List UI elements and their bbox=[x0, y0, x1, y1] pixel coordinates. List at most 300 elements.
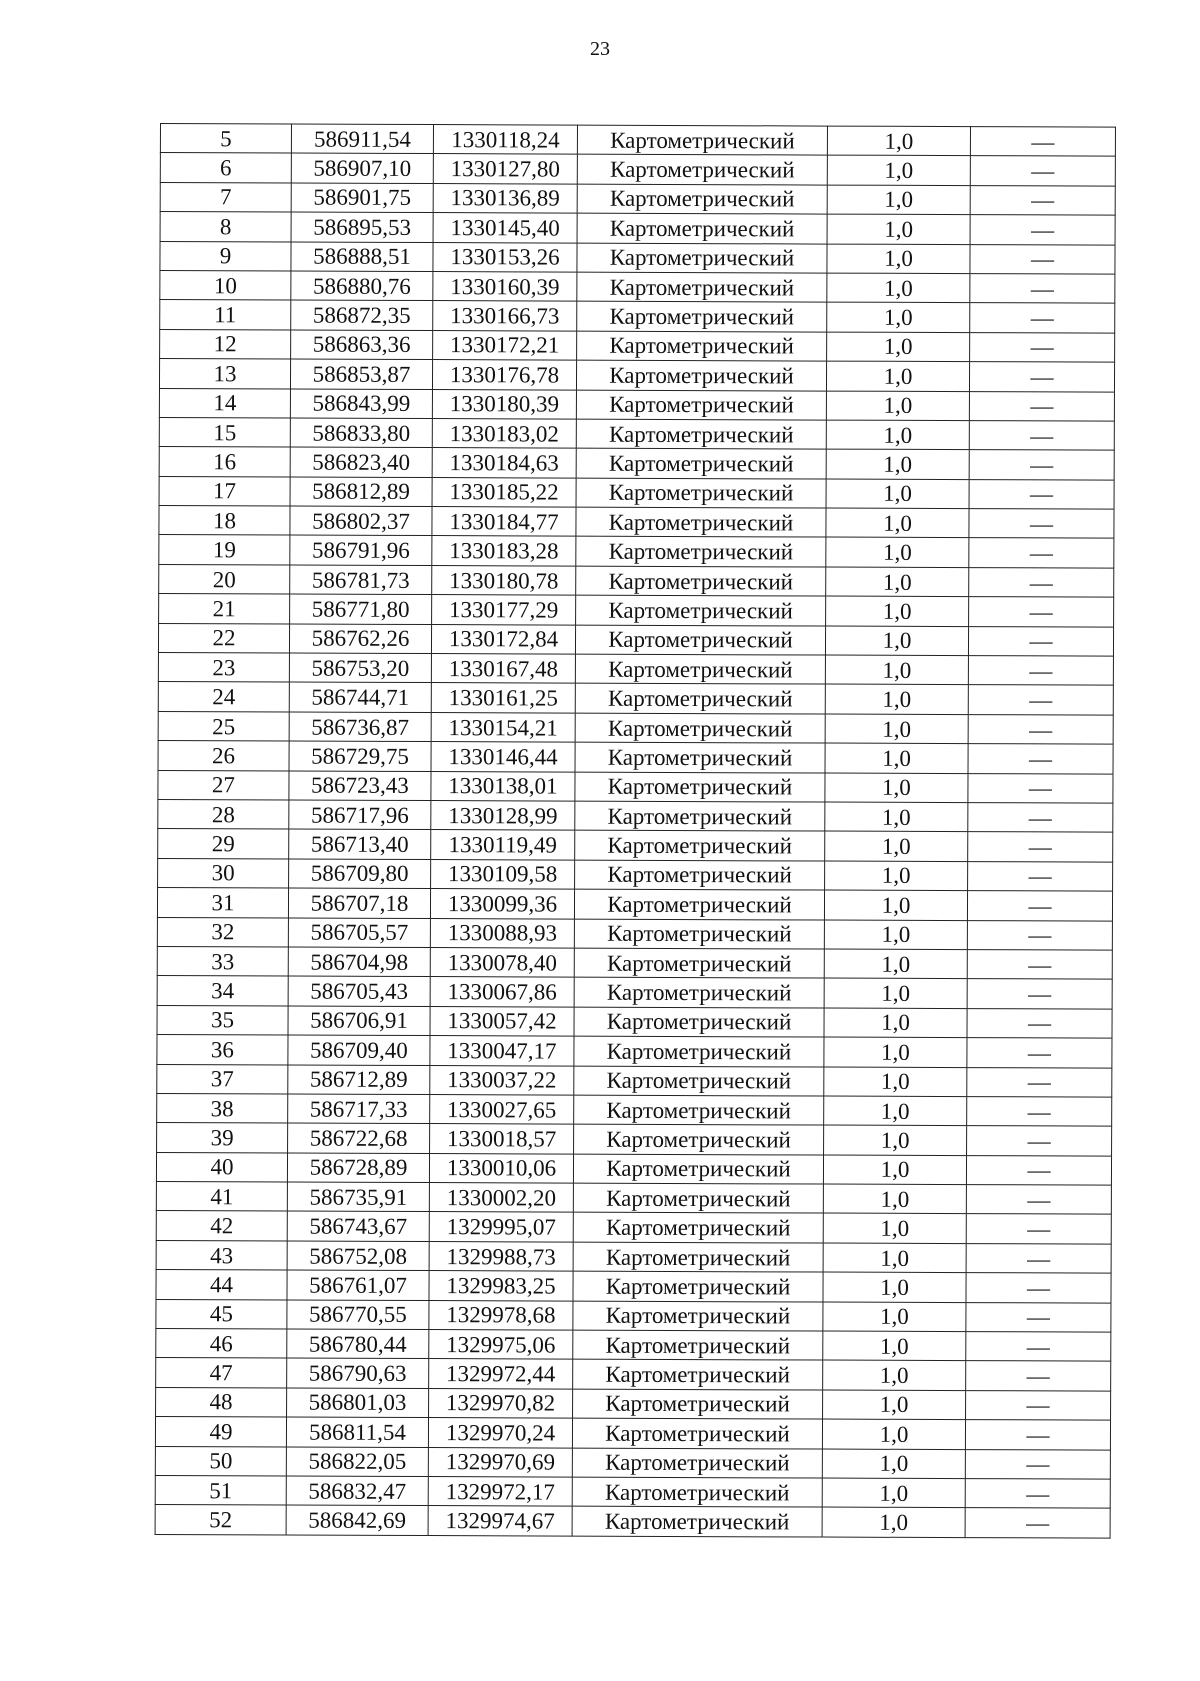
table-row bbox=[159, 388, 1114, 421]
method-cell: Картометрический bbox=[573, 1154, 823, 1184]
method-cell: Картометрический bbox=[575, 713, 825, 743]
method-cell: Картометрический bbox=[573, 1301, 823, 1331]
point-number-cell: 15 bbox=[159, 417, 290, 447]
description-cell: — bbox=[965, 1449, 1110, 1479]
y-coordinate-cell: 1329972,17 bbox=[428, 1477, 572, 1507]
description-cell: — bbox=[969, 362, 1114, 392]
table-row bbox=[156, 1211, 1111, 1244]
point-number-cell: 18 bbox=[159, 506, 290, 536]
table-row bbox=[155, 1475, 1110, 1508]
description-cell: — bbox=[966, 1214, 1111, 1244]
point-number-cell: 42 bbox=[156, 1211, 287, 1241]
method-cell: Картометрический bbox=[573, 1242, 823, 1272]
point-number-cell: 9 bbox=[160, 241, 291, 271]
point-number-cell: 50 bbox=[155, 1446, 286, 1476]
table-row bbox=[158, 858, 1113, 891]
x-coordinate-cell: 586713,40 bbox=[289, 829, 431, 859]
x-coordinate-cell: 586706,91 bbox=[288, 1006, 430, 1036]
description-cell: — bbox=[966, 1332, 1111, 1362]
table-row bbox=[159, 476, 1114, 509]
description-cell: — bbox=[965, 1479, 1110, 1509]
y-coordinate-cell: 1329970,24 bbox=[428, 1418, 572, 1448]
method-cell: Картометрический bbox=[577, 272, 827, 302]
accuracy-cell: 1,0 bbox=[823, 1360, 966, 1390]
accuracy-cell: 1,0 bbox=[825, 861, 968, 891]
y-coordinate-cell: 1330118,24 bbox=[433, 125, 577, 155]
description-cell: — bbox=[968, 714, 1113, 744]
point-number-cell: 35 bbox=[157, 1005, 288, 1035]
method-cell: Картометрический bbox=[577, 213, 827, 243]
accuracy-cell: 1,0 bbox=[824, 1037, 967, 1067]
accuracy-cell: 1,0 bbox=[823, 1390, 966, 1420]
description-cell: — bbox=[970, 303, 1115, 333]
accuracy-cell: 1,0 bbox=[823, 1155, 966, 1185]
point-number-cell: 32 bbox=[157, 917, 288, 947]
accuracy-cell: 1,0 bbox=[825, 714, 968, 744]
accuracy-cell: 1,0 bbox=[825, 684, 968, 714]
table-row bbox=[158, 799, 1113, 832]
x-coordinate-cell: 586744,71 bbox=[289, 682, 431, 712]
method-cell: Картометрический bbox=[574, 977, 824, 1007]
y-coordinate-cell: 1330127,80 bbox=[433, 154, 577, 184]
description-cell: — bbox=[967, 1126, 1112, 1156]
description-cell: — bbox=[969, 538, 1114, 568]
y-coordinate-cell: 1330078,40 bbox=[430, 947, 574, 977]
table-row bbox=[157, 1035, 1112, 1068]
method-cell: Картометрический bbox=[575, 772, 825, 802]
accuracy-cell: 1,0 bbox=[825, 655, 968, 685]
x-coordinate-cell: 586761,07 bbox=[287, 1270, 429, 1300]
point-number-cell: 11 bbox=[160, 300, 291, 330]
table-row bbox=[160, 182, 1115, 215]
method-cell: Картометрический bbox=[576, 537, 826, 567]
description-cell: — bbox=[970, 127, 1115, 157]
table-row bbox=[160, 212, 1115, 245]
y-coordinate-cell: 1330183,02 bbox=[432, 418, 576, 448]
point-number-cell: 5 bbox=[160, 124, 291, 154]
method-cell: Картометрический bbox=[577, 243, 827, 273]
description-cell: — bbox=[966, 1185, 1111, 1215]
description-cell: — bbox=[968, 685, 1113, 715]
y-coordinate-cell: 1330010,06 bbox=[429, 1153, 573, 1183]
table-row bbox=[159, 535, 1114, 568]
point-number-cell: 21 bbox=[159, 594, 290, 624]
x-coordinate-cell: 586762,26 bbox=[289, 624, 431, 654]
point-number-cell: 33 bbox=[157, 946, 288, 976]
point-number-cell: 48 bbox=[156, 1387, 287, 1417]
point-number-cell: 36 bbox=[157, 1035, 288, 1065]
description-cell: — bbox=[968, 656, 1113, 686]
method-cell: Картометрический bbox=[576, 566, 826, 596]
x-coordinate-cell: 586822,05 bbox=[286, 1447, 428, 1477]
y-coordinate-cell: 1329983,25 bbox=[429, 1271, 573, 1301]
point-number-cell: 45 bbox=[156, 1299, 287, 1329]
table-row bbox=[159, 359, 1114, 392]
description-cell: — bbox=[968, 861, 1113, 891]
point-number-cell: 30 bbox=[158, 858, 289, 888]
point-number-cell: 14 bbox=[159, 388, 290, 418]
accuracy-cell: 1,0 bbox=[824, 890, 967, 920]
description-cell: — bbox=[966, 1243, 1111, 1273]
table-row bbox=[156, 1240, 1111, 1273]
description-cell: — bbox=[966, 1273, 1111, 1303]
point-number-cell: 39 bbox=[157, 1123, 288, 1153]
accuracy-cell: 1,0 bbox=[822, 1419, 965, 1449]
point-number-cell: 29 bbox=[158, 829, 289, 859]
description-cell: — bbox=[968, 803, 1113, 833]
y-coordinate-cell: 1330037,22 bbox=[430, 1065, 574, 1095]
y-coordinate-cell: 1330067,86 bbox=[430, 977, 574, 1007]
description-cell: — bbox=[967, 950, 1112, 980]
point-number-cell: 51 bbox=[155, 1475, 286, 1505]
y-coordinate-cell: 1330145,40 bbox=[433, 213, 577, 243]
point-number-cell: 10 bbox=[160, 270, 291, 300]
x-coordinate-cell: 586911,54 bbox=[291, 124, 433, 154]
table-row bbox=[157, 888, 1112, 921]
table-row bbox=[160, 124, 1115, 157]
method-cell: Картометрический bbox=[574, 1124, 824, 1154]
point-number-cell: 31 bbox=[157, 888, 288, 918]
description-cell: — bbox=[969, 391, 1114, 421]
point-number-cell: 16 bbox=[159, 447, 290, 477]
table-row bbox=[159, 447, 1114, 480]
description-cell: — bbox=[965, 1508, 1110, 1538]
point-number-cell: 26 bbox=[158, 741, 289, 771]
accuracy-cell: 1,0 bbox=[827, 185, 970, 215]
table-row bbox=[159, 417, 1114, 450]
table-row bbox=[160, 329, 1115, 362]
y-coordinate-cell: 1330154,21 bbox=[431, 712, 575, 742]
y-coordinate-cell: 1329988,73 bbox=[429, 1241, 573, 1271]
x-coordinate-cell: 586743,67 bbox=[287, 1211, 429, 1241]
y-coordinate-cell: 1330018,57 bbox=[430, 1124, 574, 1154]
description-cell: — bbox=[966, 1361, 1111, 1391]
accuracy-cell: 1,0 bbox=[827, 126, 970, 156]
x-coordinate-cell: 586705,43 bbox=[288, 976, 430, 1006]
accuracy-cell: 1,0 bbox=[826, 538, 969, 568]
table-row bbox=[158, 829, 1113, 862]
accuracy-cell: 1,0 bbox=[825, 743, 968, 773]
description-cell: — bbox=[970, 332, 1115, 362]
method-cell: Картометрический bbox=[573, 1360, 823, 1390]
description-cell: — bbox=[970, 156, 1115, 186]
accuracy-cell: 1,0 bbox=[826, 479, 969, 509]
y-coordinate-cell: 1330088,93 bbox=[430, 918, 574, 948]
method-cell: Картометрический bbox=[576, 595, 826, 625]
method-cell: Картометрический bbox=[576, 360, 826, 390]
x-coordinate-cell: 586705,57 bbox=[288, 918, 430, 948]
table-row bbox=[155, 1446, 1110, 1479]
description-cell: — bbox=[968, 744, 1113, 774]
table-row bbox=[158, 741, 1113, 774]
description-cell: — bbox=[967, 979, 1112, 1009]
y-coordinate-cell: 1330180,78 bbox=[432, 565, 576, 595]
x-coordinate-cell: 586802,37 bbox=[290, 506, 432, 536]
point-number-cell: 23 bbox=[158, 653, 289, 683]
y-coordinate-cell: 1330136,89 bbox=[433, 183, 577, 213]
table-row bbox=[155, 1417, 1110, 1450]
point-number-cell: 24 bbox=[158, 682, 289, 712]
description-cell: — bbox=[966, 1302, 1111, 1332]
x-coordinate-cell: 586729,75 bbox=[289, 741, 431, 771]
description-cell: — bbox=[968, 626, 1113, 656]
description-cell: — bbox=[969, 421, 1114, 451]
method-cell: Картометрический bbox=[573, 1389, 823, 1419]
table-row bbox=[157, 946, 1112, 979]
point-number-cell: 49 bbox=[155, 1417, 286, 1447]
description-cell: — bbox=[966, 1155, 1111, 1185]
x-coordinate-cell: 586752,08 bbox=[287, 1241, 429, 1271]
point-number-cell: 44 bbox=[156, 1270, 287, 1300]
point-number-cell: 34 bbox=[157, 976, 288, 1006]
y-coordinate-cell: 1330057,42 bbox=[430, 1006, 574, 1036]
x-coordinate-cell: 586723,43 bbox=[289, 771, 431, 801]
description-cell: — bbox=[970, 244, 1115, 274]
x-coordinate-cell: 586704,98 bbox=[288, 947, 430, 977]
accuracy-cell: 1,0 bbox=[827, 244, 970, 274]
accuracy-cell: 1,0 bbox=[827, 273, 970, 303]
y-coordinate-cell: 1330176,78 bbox=[432, 360, 576, 390]
method-cell: Картометрический bbox=[572, 1477, 822, 1507]
method-cell: Картометрический bbox=[575, 801, 825, 831]
x-coordinate-cell: 586853,87 bbox=[290, 359, 432, 389]
method-cell: Картометрический bbox=[573, 1183, 823, 1213]
method-cell: Картометрический bbox=[574, 1007, 824, 1037]
accuracy-cell: 1,0 bbox=[824, 949, 967, 979]
y-coordinate-cell: 1330027,65 bbox=[430, 1094, 574, 1124]
description-cell: — bbox=[966, 1390, 1111, 1420]
point-number-cell: 7 bbox=[160, 182, 291, 212]
table-row bbox=[156, 1358, 1111, 1391]
x-coordinate-cell: 586823,40 bbox=[290, 447, 432, 477]
table-row bbox=[160, 270, 1115, 303]
point-number-cell: 41 bbox=[156, 1182, 287, 1212]
y-coordinate-cell: 1330166,73 bbox=[433, 301, 577, 331]
description-cell: — bbox=[967, 1067, 1112, 1097]
accuracy-cell: 1,0 bbox=[823, 1243, 966, 1273]
accuracy-cell: 1,0 bbox=[825, 802, 968, 832]
y-coordinate-cell: 1329970,82 bbox=[429, 1388, 573, 1418]
accuracy-cell: 1,0 bbox=[823, 1214, 966, 1244]
x-coordinate-cell: 586907,10 bbox=[291, 153, 433, 183]
description-cell: — bbox=[967, 1096, 1112, 1126]
table-row bbox=[158, 682, 1113, 715]
accuracy-cell: 1,0 bbox=[822, 1478, 965, 1508]
table-row bbox=[156, 1329, 1111, 1362]
y-coordinate-cell: 1330184,63 bbox=[432, 448, 576, 478]
accuracy-cell: 1,0 bbox=[822, 1449, 965, 1479]
method-cell: Картометрический bbox=[572, 1418, 822, 1448]
accuracy-cell: 1,0 bbox=[827, 332, 970, 362]
page-number: 23 bbox=[590, 38, 610, 60]
method-cell: Картометрический bbox=[575, 625, 825, 655]
table-row bbox=[159, 594, 1114, 627]
x-coordinate-cell: 586780,44 bbox=[287, 1329, 429, 1359]
y-coordinate-cell: 1329978,68 bbox=[429, 1300, 573, 1330]
accuracy-cell: 1,0 bbox=[826, 596, 969, 626]
table-row bbox=[159, 506, 1114, 539]
method-cell: Картометрический bbox=[576, 419, 826, 449]
method-cell: Картометрический bbox=[577, 125, 827, 155]
method-cell: Картометрический bbox=[576, 478, 826, 508]
description-cell: — bbox=[965, 1420, 1110, 1450]
method-cell: Картометрический bbox=[574, 919, 824, 949]
x-coordinate-cell: 586771,80 bbox=[290, 594, 432, 624]
description-cell: — bbox=[967, 1008, 1112, 1038]
x-coordinate-cell: 586722,68 bbox=[288, 1123, 430, 1153]
y-coordinate-cell: 1330167,48 bbox=[431, 654, 575, 684]
x-coordinate-cell: 586790,63 bbox=[287, 1358, 429, 1388]
table-row bbox=[158, 623, 1113, 656]
y-coordinate-cell: 1330180,39 bbox=[432, 389, 576, 419]
y-coordinate-cell: 1329972,44 bbox=[429, 1359, 573, 1389]
method-cell: Картометрический bbox=[573, 1213, 823, 1243]
method-cell: Картометрический bbox=[575, 654, 825, 684]
method-cell: Картометрический bbox=[572, 1506, 822, 1536]
x-coordinate-cell: 586832,47 bbox=[286, 1476, 428, 1506]
method-cell: Картометрический bbox=[574, 889, 824, 919]
point-number-cell: 40 bbox=[156, 1152, 287, 1182]
point-number-cell: 6 bbox=[160, 153, 291, 183]
accuracy-cell: 1,0 bbox=[824, 978, 967, 1008]
description-cell: — bbox=[969, 567, 1114, 597]
method-cell: Картометрический bbox=[575, 684, 825, 714]
point-number-cell: 27 bbox=[158, 770, 289, 800]
table-row bbox=[160, 300, 1115, 333]
point-number-cell: 12 bbox=[160, 329, 291, 359]
document-sheet bbox=[155, 123, 1115, 1538]
y-coordinate-cell: 1330153,26 bbox=[433, 242, 577, 272]
table-row bbox=[158, 770, 1113, 803]
x-coordinate-cell: 586843,99 bbox=[290, 389, 432, 419]
y-coordinate-cell: 1329974,67 bbox=[428, 1506, 572, 1536]
table-row bbox=[157, 917, 1112, 950]
accuracy-cell: 1,0 bbox=[823, 1184, 966, 1214]
y-coordinate-cell: 1330138,01 bbox=[431, 771, 575, 801]
accuracy-cell: 1,0 bbox=[823, 1272, 966, 1302]
point-number-cell: 47 bbox=[156, 1358, 287, 1388]
table-row bbox=[157, 976, 1112, 1009]
y-coordinate-cell: 1330183,28 bbox=[432, 536, 576, 566]
accuracy-cell: 1,0 bbox=[823, 1302, 966, 1332]
accuracy-cell: 1,0 bbox=[822, 1507, 965, 1537]
description-cell: — bbox=[968, 773, 1113, 803]
point-number-cell: 38 bbox=[157, 1093, 288, 1123]
y-coordinate-cell: 1330128,99 bbox=[431, 801, 575, 831]
description-cell: — bbox=[969, 597, 1114, 627]
accuracy-cell: 1,0 bbox=[826, 361, 969, 391]
description-cell: — bbox=[967, 920, 1112, 950]
table-row bbox=[160, 153, 1115, 186]
accuracy-cell: 1,0 bbox=[825, 626, 968, 656]
accuracy-cell: 1,0 bbox=[826, 508, 969, 538]
y-coordinate-cell: 1329970,69 bbox=[428, 1447, 572, 1477]
x-coordinate-cell: 586770,55 bbox=[287, 1300, 429, 1330]
table-row bbox=[156, 1270, 1111, 1303]
accuracy-cell: 1,0 bbox=[826, 449, 969, 479]
method-cell: Картометрический bbox=[577, 154, 827, 184]
x-coordinate-cell: 586735,91 bbox=[287, 1182, 429, 1212]
table-row bbox=[157, 1093, 1112, 1126]
description-cell: — bbox=[968, 832, 1113, 862]
x-coordinate-cell: 586901,75 bbox=[291, 183, 433, 213]
accuracy-cell: 1,0 bbox=[827, 214, 970, 244]
x-coordinate-cell: 586709,80 bbox=[289, 859, 431, 889]
method-cell: Картометрический bbox=[575, 860, 825, 890]
method-cell: Картометрический bbox=[577, 301, 827, 331]
y-coordinate-cell: 1330177,29 bbox=[432, 595, 576, 625]
y-coordinate-cell: 1330184,77 bbox=[432, 507, 576, 537]
description-cell: — bbox=[970, 215, 1115, 245]
y-coordinate-cell: 1330119,49 bbox=[431, 830, 575, 860]
point-number-cell: 8 bbox=[160, 212, 291, 242]
y-coordinate-cell: 1330172,84 bbox=[431, 624, 575, 654]
x-coordinate-cell: 586717,96 bbox=[289, 800, 431, 830]
point-number-cell: 37 bbox=[157, 1064, 288, 1094]
accuracy-cell: 1,0 bbox=[826, 420, 969, 450]
y-coordinate-cell: 1329975,06 bbox=[429, 1330, 573, 1360]
point-number-cell: 13 bbox=[159, 359, 290, 389]
accuracy-cell: 1,0 bbox=[826, 567, 969, 597]
y-coordinate-cell: 1330160,39 bbox=[433, 272, 577, 302]
x-coordinate-cell: 586728,89 bbox=[287, 1153, 429, 1183]
table-row bbox=[156, 1182, 1111, 1215]
coordinates-table-body bbox=[155, 124, 1115, 1538]
method-cell: Картометрический bbox=[574, 1036, 824, 1066]
method-cell: Картометрический bbox=[575, 742, 825, 772]
y-coordinate-cell: 1330002,20 bbox=[429, 1183, 573, 1213]
description-cell: — bbox=[970, 274, 1115, 304]
y-coordinate-cell: 1330172,21 bbox=[433, 330, 577, 360]
description-cell: — bbox=[967, 1038, 1112, 1068]
accuracy-cell: 1,0 bbox=[825, 831, 968, 861]
table-row bbox=[160, 241, 1115, 274]
x-coordinate-cell: 586842,69 bbox=[286, 1505, 428, 1535]
description-cell: — bbox=[970, 185, 1115, 215]
accuracy-cell: 1,0 bbox=[823, 1331, 966, 1361]
y-coordinate-cell: 1330185,22 bbox=[432, 477, 576, 507]
accuracy-cell: 1,0 bbox=[824, 920, 967, 950]
table-row bbox=[156, 1387, 1111, 1420]
table-row bbox=[157, 1064, 1112, 1097]
accuracy-cell: 1,0 bbox=[827, 302, 970, 332]
table-row bbox=[155, 1505, 1110, 1538]
description-cell: — bbox=[969, 509, 1114, 539]
method-cell: Картометрический bbox=[577, 184, 827, 214]
x-coordinate-cell: 586895,53 bbox=[291, 212, 433, 242]
method-cell: Картометрический bbox=[574, 948, 824, 978]
table-row bbox=[158, 653, 1113, 686]
x-coordinate-cell: 586707,18 bbox=[288, 888, 430, 918]
x-coordinate-cell: 586811,54 bbox=[286, 1417, 428, 1447]
point-number-cell: 20 bbox=[159, 564, 290, 594]
method-cell: Картометрический bbox=[576, 390, 826, 420]
table-row bbox=[159, 564, 1114, 597]
x-coordinate-cell: 586801,03 bbox=[287, 1388, 429, 1418]
x-coordinate-cell: 586791,96 bbox=[290, 535, 432, 565]
point-number-cell: 28 bbox=[158, 799, 289, 829]
y-coordinate-cell: 1330099,36 bbox=[430, 889, 574, 919]
table-row bbox=[157, 1123, 1112, 1156]
method-cell: Картометрический bbox=[574, 1066, 824, 1096]
coordinates-table bbox=[155, 123, 1116, 1538]
table-row bbox=[158, 711, 1113, 744]
accuracy-cell: 1,0 bbox=[826, 391, 969, 421]
point-number-cell: 52 bbox=[155, 1505, 286, 1535]
x-coordinate-cell: 586863,36 bbox=[291, 330, 433, 360]
x-coordinate-cell: 586833,80 bbox=[290, 418, 432, 448]
y-coordinate-cell: 1330047,17 bbox=[430, 1036, 574, 1066]
